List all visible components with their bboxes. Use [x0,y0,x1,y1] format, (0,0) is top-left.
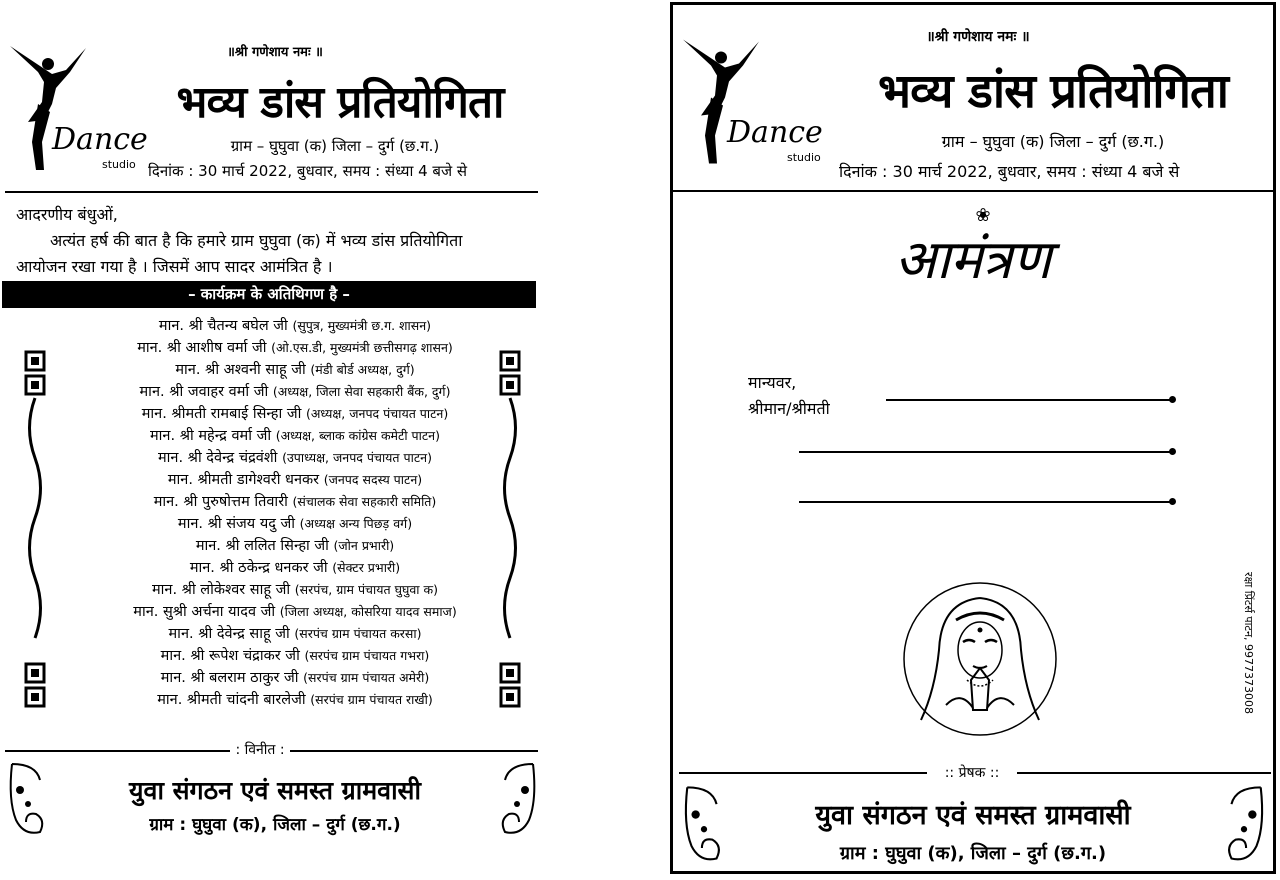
left-card [0,0,545,880]
guest-item: मान. श्री बलराम ठाकुर जी (सरपंच ग्राम पंचायत अमेरी) [160,670,430,686]
header-divider [673,190,1273,192]
sign-divider-right [290,750,538,752]
right-card [670,2,1276,874]
sender-label: :: प्रेषक :: [944,765,1000,781]
venue-line: ग्राम – घुघुवा (क) जिला – दुर्ग (छ.ग.) [941,132,1165,151]
name-line-1 [886,399,1171,401]
sign-divider-left [5,750,230,752]
guest-item: मान. श्री ललित सिन्हा जी (जोन प्रभारी) [195,538,395,554]
date-line: दिनांक : 30 मार्च 2022, बुधवार, समय : संध्या 4 बजे से [839,162,1180,181]
lotus-icon: ❀ [975,205,991,226]
name-line-dot [1169,448,1176,455]
sender-divider-right [1017,772,1271,774]
name-line-dot [1169,396,1176,403]
name-line-2 [799,451,1171,453]
corner-ornament-left-icon [6,760,50,840]
corner-ornament-right-icon [495,760,539,840]
date-line: दिनांक : 30 मार्च 2022, बुधवार, समय : संध्या 4 बजे से [148,162,468,180]
logo-studio-text: studio [787,151,821,164]
guest-item: मान. श्री अश्वनी साहू जी (मंडी बोर्ड अध्यक्ष, दुर्ग) [175,362,415,378]
guest-item: मान. श्री आशीष वर्मा जी (ओ.एस.डी, मुख्यमंत्री छत्तीसगढ़ शासन) [137,340,453,356]
salutation-line-2: श्रीमान/श्रीमती [748,399,830,418]
guests-heading: – कार्यक्रम के अतिथिगण है – [188,285,350,303]
guest-item: मान. श्रीमती चांदनी बारलेजी (सरपंच ग्राम पंचायत राखी) [157,692,433,708]
guest-item: मान. श्री जवाहर वर्मा जी (अध्यक्ष, जिला सेवा सहकारी बैंक, दुर्ग) [139,384,451,400]
event-title: भव्य डांस प्रतियोगिता [878,64,1228,119]
invitation-word: आमंत्रण [894,228,1052,291]
organizer-name: युवा संगठन एवं समस्त ग्रामवासी [129,776,421,805]
invocation: ॥श्री गणेशाय नमः ॥ [926,29,1030,45]
name-line-dot [1169,498,1176,505]
logo-dance-text: Dance [727,115,823,150]
organizer-address: ग्राम : घुघुवा (क), जिला – दुर्ग (छ.ग.) [839,843,1107,864]
guest-item: मान. श्री संजय यदु जी (अध्यक्ष अन्य पिछड़ वर्ग) [177,516,413,532]
guest-item: मान. श्री देवेन्द्र चंद्रवंशी (उपाध्यक्ष, जनपद पंचायत पाटन) [157,450,432,466]
guest-item: मान. श्री महेन्द्र वर्मा जी (अध्यक्ष, ब्लाक कांग्रेस कमेटी पाटन) [150,428,440,444]
printer-credit: रक्षा प्रिंटर्स पाटन, 9977373008 [1242,572,1255,715]
message-line-1: अत्यंत हर्ष की बात है कि हमारे ग्राम घुघुवा (क) में भव्य डांस प्रतियोगिता [50,231,463,250]
name-line-3 [799,501,1171,503]
header-divider [5,191,538,193]
organizer-name: युवा संगठन एवं समस्त ग्रामवासी [815,800,1131,831]
organizer-address: ग्राम : घुघुवा (क), जिला – दुर्ग (छ.ग.) [149,815,401,835]
guest-item: मान. सुश्री अर्चना यादव जी (जिला अध्यक्ष, कोसरिया यादव समाज) [133,604,457,620]
event-title: भव्य डांस प्रतियोगिता [176,77,504,128]
message-line-2: आयोजन रखा गया है । जिसमें आप सादर आमंत्रित है । [16,257,333,276]
corner-ornament-right-icon [1221,783,1267,867]
guest-item: मान. श्री चैतन्य बघेल जी (सुपुत्र, मुख्यमंत्री छ.ग. शासन) [158,318,432,334]
guest-item: मान. श्री देवेन्द्र साहू जी (सरपंच ग्राम पंचायत करसा) [168,626,422,642]
logo-dance-text: Dance [52,122,148,157]
namaste-woman-icon [901,580,1059,738]
venue-line: ग्राम – घुघुवा (क) जिला – दुर्ग (छ.ग.) [230,137,440,155]
logo-studio-text: studio [102,158,136,171]
salutation-line-1: मान्यवर, [748,373,797,392]
sender-divider-left [679,772,927,774]
greeting: आदरणीय बंधुओं, [16,205,118,224]
guest-item: मान. श्री पुरुषोत्तम तिवारी (संचालक सेवा सहकारी समिति) [153,494,437,510]
guest-item: मान. श्रीमती रामबाई सिन्हा जी (अध्यक्ष, जनपद पंचायत पाटन) [141,406,449,422]
guest-item: मान. श्री लोकेश्वर साहू जी (सरपंच, ग्राम पंचायत घुघुवा क) [151,582,438,598]
corner-ornament-left-icon [681,783,727,867]
guest-item: मान. श्रीमती डागेश्वरी धनकर (जनपद सदस्य पाटन) [167,472,423,488]
guest-item: मान. श्री ठकेन्द्र धनकर जी (सेक्टर प्रभारी) [189,560,401,576]
guests-heading-bar [2,281,536,308]
guest-item: मान. श्री रूपेश चंद्राकर जी (सरपंच ग्राम पंचायत गभरा) [160,648,430,664]
invocation: ॥श्री गणेशाय नमः ॥ [227,45,323,60]
sign-label: : विनीत : [235,742,285,758]
